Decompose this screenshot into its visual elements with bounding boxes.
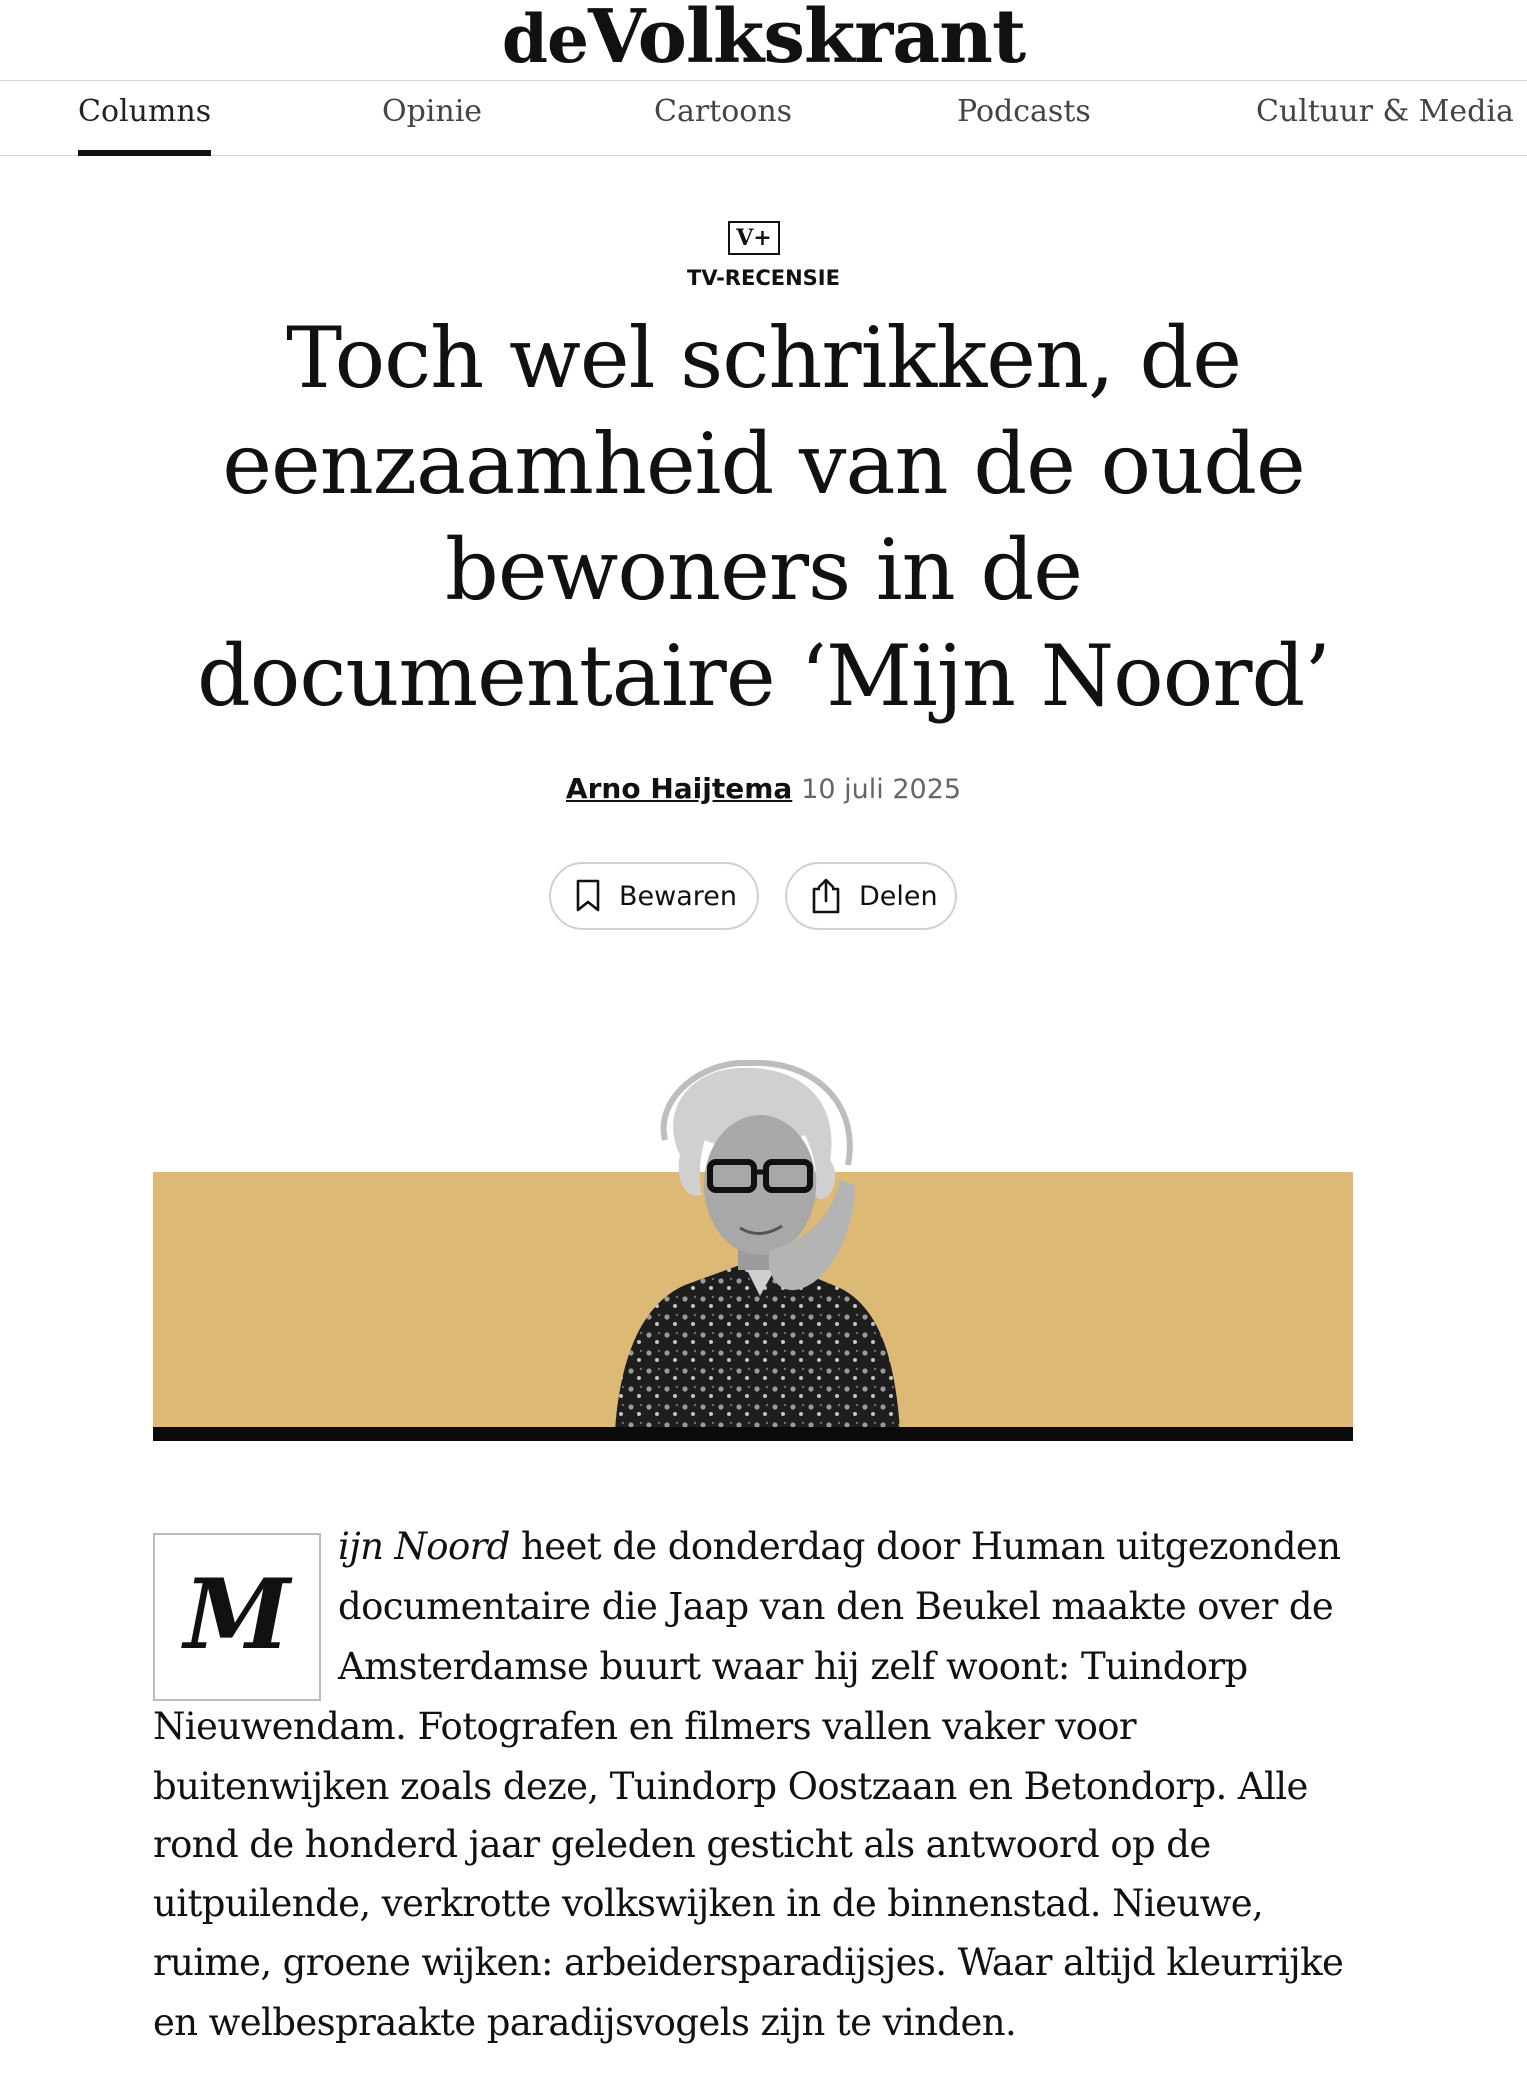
- nav-item-cultuur-media[interactable]: Cultuur & Media: [1256, 94, 1514, 129]
- nav-item-podcasts[interactable]: Podcasts: [957, 94, 1091, 129]
- body-line-4: Nieuwendam. Fotografen en filmers vallen vaker voor: [153, 1705, 1137, 1748]
- site-logo[interactable]: [0, 0, 1527, 80]
- nav-item-cartoons[interactable]: Cartoons: [654, 94, 793, 129]
- nav-item-opinie[interactable]: Opinie: [382, 94, 483, 129]
- logo-part-volkskrant: Volkskrant: [587, 0, 1026, 80]
- section-nav: [0, 80, 1527, 156]
- hero-divider-bar: [153, 1427, 1353, 1441]
- nav-item-columns[interactable]: Columns: [78, 81, 211, 156]
- body-line-8: ruime, groene wijken: arbeidersparadijsjes. Waar altijd kleurrijke: [153, 1941, 1344, 1984]
- author-portrait: [590, 1060, 930, 1430]
- body-line-5: buitenwijken zoals deze, Tuindorp Oostzaan en Betondorp. Alle: [153, 1765, 1308, 1808]
- drop-cap: M: [153, 1533, 321, 1701]
- share-button[interactable]: [785, 862, 957, 930]
- body-line-6: rond de honderd jaar geleden gesticht als antwoord op de: [153, 1823, 1211, 1866]
- body-line-7: uitpuilende, verkrotte volkswijken in de binnenstad. Nieuwe,: [153, 1882, 1264, 1925]
- save-label: Bewaren: [619, 880, 737, 912]
- byline: [0, 772, 1527, 805]
- body-line-1-text: heet de donderdag door Human uitgezonden: [509, 1525, 1341, 1568]
- masthead: [0, 0, 1527, 80]
- publish-date: 10 juli 2025: [801, 774, 962, 805]
- share-icon: [811, 877, 841, 915]
- body-line-1: [338, 1525, 1340, 1568]
- body-line-2: documentaire die Jaap van den Beukel maakte over de: [338, 1585, 1334, 1628]
- lead-italic: ijn Noord: [338, 1525, 510, 1568]
- article-headline: Toch wel schrikken, de eenzaamheid van de oude bewoners in de documentaire ‘Mijn Noord’: [197, 309, 1330, 725]
- bookmark-icon: [575, 879, 601, 913]
- body-line-9: en welbespraakte paradijsvogels zijn te vinden.: [153, 2001, 1017, 2044]
- premium-badge: V+: [728, 221, 780, 255]
- article-kicker: TV-RECENSIE: [687, 266, 840, 290]
- save-button[interactable]: [549, 862, 759, 930]
- body-line-3: Amsterdamse buurt waar hij zelf woont: Tuindorp: [338, 1645, 1248, 1688]
- logo-part-de: de: [501, 0, 588, 78]
- author-link[interactable]: Arno Haijtema: [565, 772, 793, 805]
- share-label: Delen: [859, 880, 938, 912]
